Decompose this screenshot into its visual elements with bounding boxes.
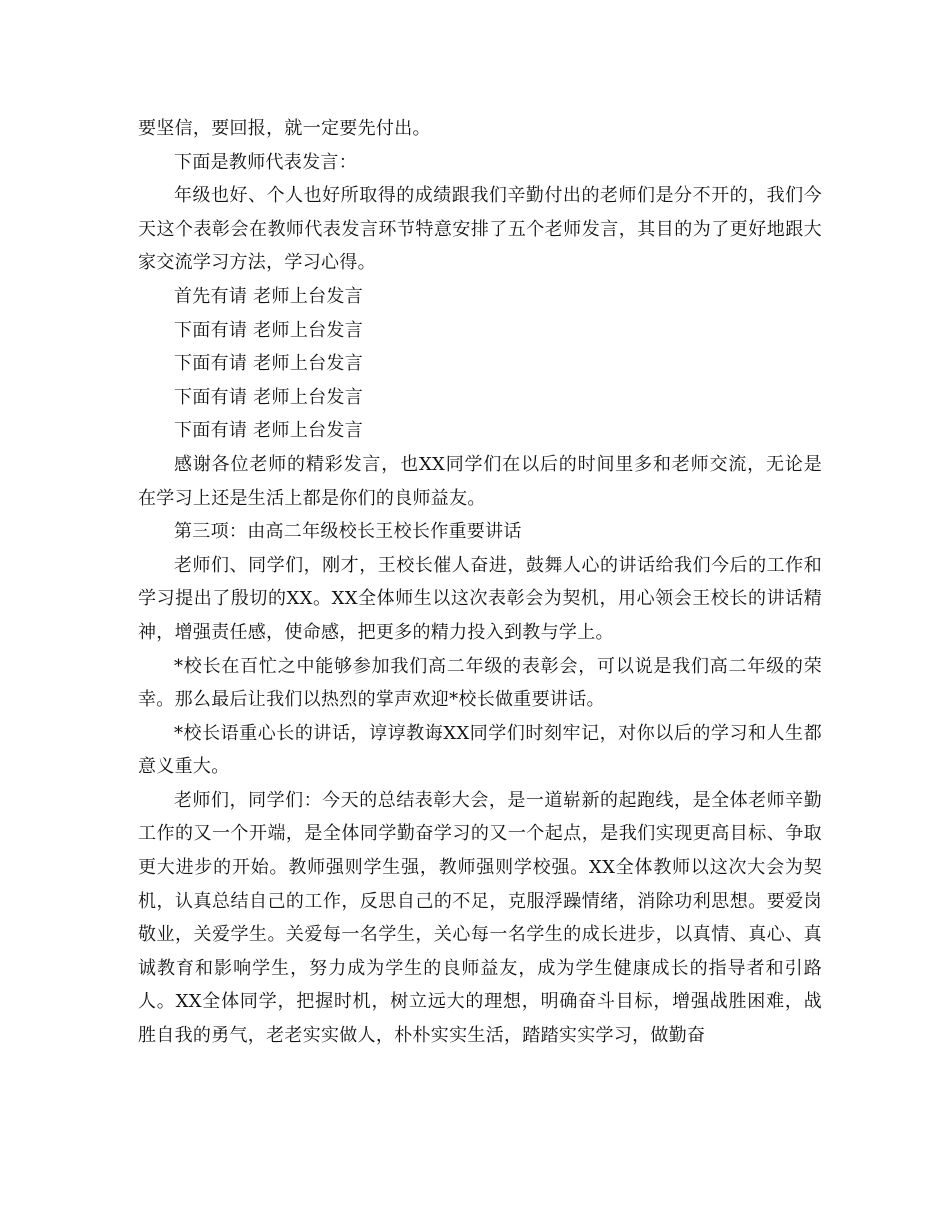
paragraph-6: 下面有请 老师上台发言 [174, 353, 364, 375]
document-body [138, 112, 822, 1053]
paragraph-14: 老师们，同学们：今天的总结表彰大会，是一道崭新的起跑线，是全体老师辛勤工作的又一个开端，是全体同学勤奋学习的又一个起点，是我们实现更高目标、争取更大进步的开始。教师强则学生强，教师强则学校强。XX全体教师以这次大会为契机，认真总结自己的工作，反思自己的不足，克服浮躁情绪，消除功利思想。要爱岗敬业，关爱学生。关爱每一名学生，关心每一名学生的成长进步，以真情、真心、真诚教育和影响学生，努力成为学生的良师益友，成为学生健康成长的指导者和引路人。XX全体同学，把握时机，树立远大的理想，明确奋斗目标，增强战胜困难，战胜自我的勇气，老老实实做人，朴朴实实生活，踏踏实实学习，做勤奋 [138, 789, 822, 1047]
paragraph-4: 首先有请 老师上台发言 [174, 285, 364, 307]
paragraph-3: 年级也好、个人也好所取得的成绩跟我们辛勤付出的老师们是分不开的，我们今天这个表彰会在教师代表发言环节特意安排了五个老师发言，其目的为了更好地跟大家交流学习方法，学习心得。 [138, 185, 822, 274]
paragraph-9: 感谢各位老师的精彩发言，也XX同学们在以后的时间里多和老师交流，无论是在学习上还是生活上都是你们的良师益友。 [138, 453, 822, 509]
paragraph-7: 下面有请 老师上台发言 [174, 386, 364, 408]
paragraph-11: 老师们、同学们，刚才，王校长催人奋进，鼓舞人心的讲话给我们今后的工作和学习提出了殷切的XX。XX全体师生以这次表彰会为契机，用心领会王校长的讲话精神，增强责任感，使命感，把更多的精力投入到教与学上。 [138, 554, 822, 643]
paragraph-2: 下面是教师代表发言： [174, 151, 357, 173]
paragraph-5: 下面有请 老师上台发言 [174, 319, 364, 341]
paragraph-10: 第三项：由高二年级校长王校长作重要讲话 [174, 521, 522, 543]
paragraph-8: 下面有请 老师上台发言 [174, 420, 364, 442]
paragraph-13: *校长语重心长的讲话，谆谆教诲XX同学们时刻牢记，对你以后的学习和人生都意义重大。 [138, 722, 822, 778]
paragraph-1: 要坚信，要回报，就一定要先付出。 [138, 118, 431, 139]
paragraph-12: *校长在百忙之中能够参加我们高二年级的表彰会，可以说是我们高二年级的荣幸。那么最后让我们以热烈的掌声欢迎*校长做重要讲话。 [138, 655, 822, 711]
